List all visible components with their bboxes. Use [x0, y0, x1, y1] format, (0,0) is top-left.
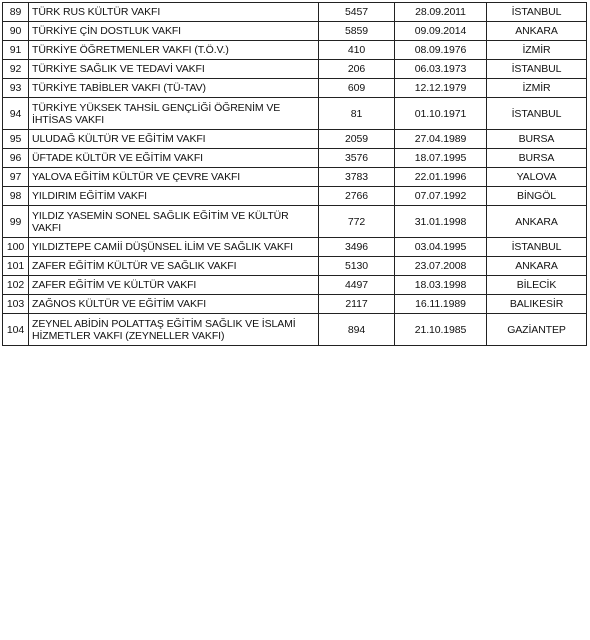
table-row [3, 187, 587, 206]
city: ANKARA [487, 257, 587, 276]
row-number: 98 [3, 187, 29, 206]
city: YALOVA [487, 168, 587, 187]
row-number: 103 [3, 295, 29, 314]
foundation-name: TÜRK RUS KÜLTÜR VAKFI [29, 3, 319, 22]
table-row [3, 79, 587, 98]
city: İSTANBUL [487, 60, 587, 79]
foundation-name: YALOVA EĞİTİM KÜLTÜR VE ÇEVRE VAKFI [29, 168, 319, 187]
foundation-name: ULUDAĞ KÜLTÜR VE EĞİTİM VAKFI [29, 130, 319, 149]
city: BİNGÖL [487, 187, 587, 206]
row-number: 94 [3, 98, 29, 130]
table-row [3, 206, 587, 238]
foundation-name: TÜRKİYE TABİBLER VAKFI (TÜ-TAV) [29, 79, 319, 98]
founding-date: 22.01.1996 [395, 168, 487, 187]
row-number: 96 [3, 149, 29, 168]
founding-date: 03.04.1995 [395, 238, 487, 257]
founding-date: 31.01.1998 [395, 206, 487, 238]
city: İZMİR [487, 41, 587, 60]
founding-date: 23.07.2008 [395, 257, 487, 276]
foundation-name: TÜRKİYE SAĞLIK VE TEDAVİ VAKFI [29, 60, 319, 79]
registry-number: 3496 [319, 238, 395, 257]
registry-number: 2117 [319, 295, 395, 314]
row-number: 90 [3, 22, 29, 41]
row-number: 93 [3, 79, 29, 98]
city: İSTANBUL [487, 238, 587, 257]
registry-number: 3783 [319, 168, 395, 187]
table-row [3, 98, 587, 130]
registry-number: 3576 [319, 149, 395, 168]
row-number: 101 [3, 257, 29, 276]
founding-date: 12.12.1979 [395, 79, 487, 98]
table-row [3, 257, 587, 276]
registry-number: 2059 [319, 130, 395, 149]
row-number: 91 [3, 41, 29, 60]
founding-date: 06.03.1973 [395, 60, 487, 79]
founding-date: 18.03.1998 [395, 276, 487, 295]
foundation-name: TÜRKİYE ÖĞRETMENLER VAKFI (T.Ö.V.) [29, 41, 319, 60]
city: İZMİR [487, 79, 587, 98]
row-number: 97 [3, 168, 29, 187]
row-number: 104 [3, 314, 29, 346]
table-row [3, 238, 587, 257]
city: BURSA [487, 149, 587, 168]
table-row [3, 60, 587, 79]
founding-date: 09.09.2014 [395, 22, 487, 41]
foundation-name: ZAFER EĞİTİM KÜLTÜR VE SAĞLIK VAKFI [29, 257, 319, 276]
table-row [3, 3, 587, 22]
table-row [3, 149, 587, 168]
foundation-name: ZAĞNOS KÜLTÜR VE EĞİTİM VAKFI [29, 295, 319, 314]
table-row [3, 276, 587, 295]
city: ANKARA [487, 22, 587, 41]
city: BALIKESİR [487, 295, 587, 314]
row-number: 89 [3, 3, 29, 22]
registry-number: 609 [319, 79, 395, 98]
city: BİLECİK [487, 276, 587, 295]
founding-date: 16.11.1989 [395, 295, 487, 314]
row-number: 99 [3, 206, 29, 238]
foundation-name: ZEYNEL ABİDİN POLATTAŞ EĞİTİM SAĞLIK VE İSLAMİ HİZMETLER VAKFI (ZEYNELLER VAKFI) [29, 314, 319, 346]
founding-date: 27.04.1989 [395, 130, 487, 149]
city: İSTANBUL [487, 3, 587, 22]
table-row [3, 314, 587, 346]
registry-number: 5457 [319, 3, 395, 22]
city: ANKARA [487, 206, 587, 238]
table-row [3, 168, 587, 187]
registry-number: 81 [319, 98, 395, 130]
registry-number: 894 [319, 314, 395, 346]
founding-date: 08.09.1976 [395, 41, 487, 60]
foundation-name: ZAFER EĞİTİM VE KÜLTÜR VAKFI [29, 276, 319, 295]
registry-number: 206 [319, 60, 395, 79]
foundations-table [2, 2, 587, 346]
foundation-name: TÜRKİYE ÇİN DOSTLUK VAKFI [29, 22, 319, 41]
foundation-name: ÜFTADE KÜLTÜR VE EĞİTİM VAKFI [29, 149, 319, 168]
founding-date: 21.10.1985 [395, 314, 487, 346]
foundation-name: YILDIRIM EĞİTİM VAKFI [29, 187, 319, 206]
registry-number: 4497 [319, 276, 395, 295]
foundation-name: TÜRKİYE YÜKSEK TAHSİL GENÇLİĞİ ÖĞRENİM VE İHTİSAS VAKFI [29, 98, 319, 130]
city: İSTANBUL [487, 98, 587, 130]
registry-number: 2766 [319, 187, 395, 206]
registry-number: 410 [319, 41, 395, 60]
row-number: 92 [3, 60, 29, 79]
row-number: 102 [3, 276, 29, 295]
founding-date: 28.09.2011 [395, 3, 487, 22]
registry-number: 772 [319, 206, 395, 238]
registry-number: 5859 [319, 22, 395, 41]
city: GAZİANTEP [487, 314, 587, 346]
city: BURSA [487, 130, 587, 149]
foundation-name: YILDIZTEPE CAMİİ DÜŞÜNSEL İLİM VE SAĞLIK VAKFI [29, 238, 319, 257]
row-number: 95 [3, 130, 29, 149]
founding-date: 18.07.1995 [395, 149, 487, 168]
table-row [3, 41, 587, 60]
founding-date: 01.10.1971 [395, 98, 487, 130]
founding-date: 07.07.1992 [395, 187, 487, 206]
registry-number: 5130 [319, 257, 395, 276]
table-row [3, 295, 587, 314]
table-row [3, 130, 587, 149]
row-number: 100 [3, 238, 29, 257]
table-row [3, 22, 587, 41]
foundation-name: YILDIZ YASEMİN SONEL SAĞLIK EĞİTİM VE KÜLTÜR VAKFI [29, 206, 319, 238]
